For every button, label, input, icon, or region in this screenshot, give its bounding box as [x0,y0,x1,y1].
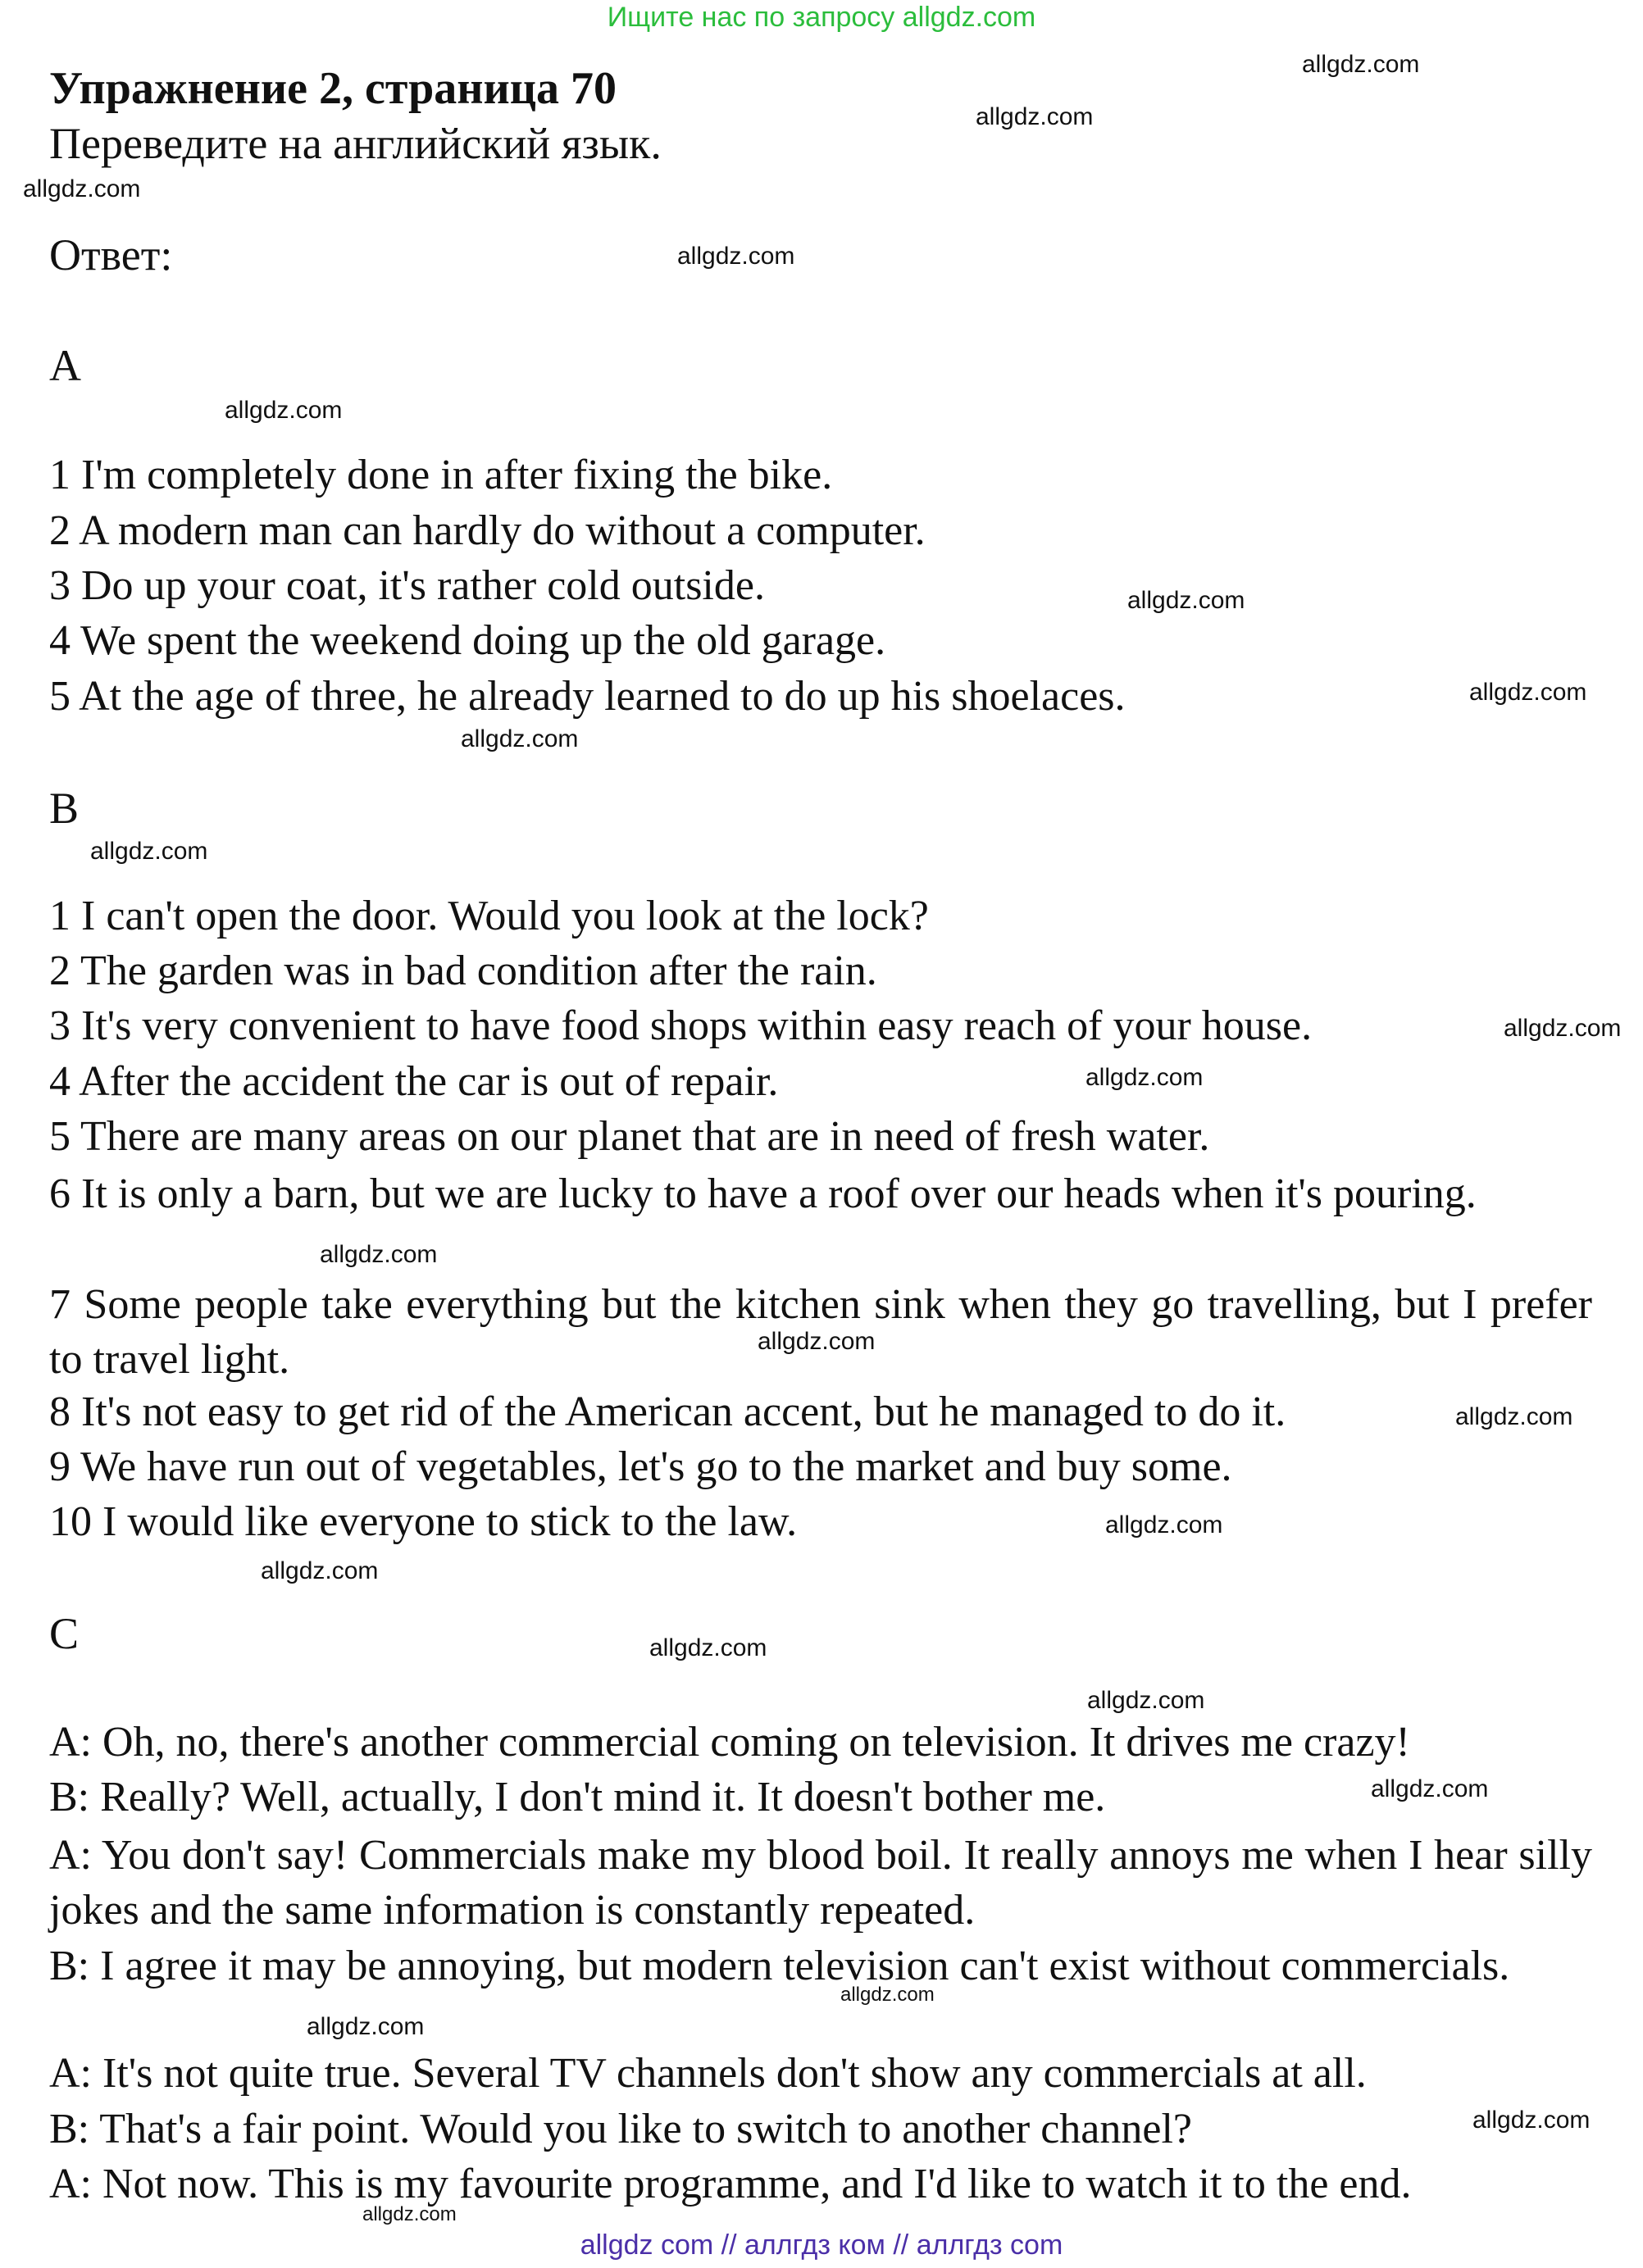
watermark: allgdz.com [677,243,795,270]
watermark: allgdz.com [840,1984,935,2006]
watermark: allgdz.com [758,1328,876,1355]
watermark: allgdz.com [307,2013,425,2040]
dialogue-line: A: You don't say! Commercials make my blood boil. It really annoys me when I hear silly jokes and the same information is constantly repeated. [49,1832,1592,1934]
watermark: allgdz.com [1371,1775,1489,1802]
section-b-line: 6 It is only a barn, but we are lucky to have a roof over our heads when it's pouring. [49,1170,1477,1217]
footer-link[interactable]: allgdz com [580,2229,714,2261]
exercise-instruction: Переведите на английский язык. [49,119,662,168]
section-b-line: 1 I can't open the door. Would you look at the lock? [49,893,929,939]
watermark: allgdz.com [261,1557,379,1584]
watermark: allgdz.com [1105,1511,1223,1539]
watermark: allgdz.com [461,725,579,752]
section-b-line: 10 I would like everyone to stick to the law. [49,1498,798,1545]
watermark: allgdz.com [320,1241,438,1268]
watermark: allgdz.com [1087,1687,1205,1714]
watermark: allgdz.com [1469,679,1587,706]
dialogue-line: B: Really? Well, actually, I don't mind it. It doesn't bother me. [49,1774,1106,1820]
watermark: allgdz.com [90,838,208,865]
watermark: allgdz.com [976,103,1094,130]
answer-label: Ответ: [49,230,173,280]
footer-separator: // [721,2229,737,2261]
section-c-label: C [49,1609,80,1658]
footer-separator: // [893,2229,909,2261]
footer-link[interactable]: аллгдз com [916,2229,1063,2261]
section-b-line: 3 It's very convenient to have food shops within easy reach of your house. [49,1002,1313,1049]
section-a-line: 5 At the age of three, he already learned to do up his shoelaces. [49,673,1126,720]
section-a-line: 2 A modern man can hardly do without a computer. [49,507,926,554]
dialogue-line: A: It's not quite true. Several TV channels don't show any commercials at all. [49,2050,1367,2097]
watermark: allgdz.com [1302,51,1420,78]
section-b-line: 7 Some people take everything but the kitchen sink when they go travelling, but I prefer to travel light. [49,1281,1592,1383]
watermark: allgdz.com [23,175,141,202]
section-b-line: 2 The garden was in bad condition after the rain. [49,948,877,994]
exercise-title: Упражнение 2, страница 70 [49,63,617,114]
dialogue-line: A: Not now. This is my favourite programme, and I'd like to watch it to the end. [49,2161,1412,2207]
section-b-line: 5 There are many areas on our planet that are in need of fresh water. [49,1113,1210,1160]
section-b-line: 8 It's not easy to get rid of the American accent, but he managed to do it. [49,1389,1286,1435]
footer-links [0,2229,1643,2261]
section-a-line: 1 I'm completely done in after fixing the bike. [49,452,833,498]
section-b-line: 4 After the accident the car is out of repair. [49,1058,779,1105]
watermark: allgdz.com [1455,1403,1573,1430]
footer-link[interactable]: аллгдз ком [744,2229,885,2261]
watermark: allgdz.com [649,1634,767,1661]
top-banner[interactable]: Ищите нас по запросу allgdz.com [607,2,1036,33]
dialogue-line: A: Oh, no, there's another commercial coming on television. It drives me crazy! [49,1719,1410,1766]
watermark: allgdz.com [362,2203,457,2225]
watermark: allgdz.com [1127,587,1245,614]
dialogue-line: B: I agree it may be annoying, but modern television can't exist without commercials. [49,1943,1510,1989]
watermark: allgdz.com [1472,2107,1591,2134]
section-a-line: 4 We spent the weekend doing up the old garage. [49,617,886,664]
section-b-line: 9 We have run out of vegetables, let's go to the market and buy some. [49,1443,1232,1490]
watermark: allgdz.com [225,397,343,424]
section-a-label: A [49,341,81,390]
section-b-label: B [49,784,80,833]
watermark: allgdz.com [1504,1015,1622,1042]
section-a-line: 3 Do up your coat, it's rather cold outside. [49,562,765,609]
dialogue-line: B: That's a fair point. Would you like to switch to another channel? [49,2106,1192,2152]
watermark: allgdz.com [1085,1064,1204,1091]
